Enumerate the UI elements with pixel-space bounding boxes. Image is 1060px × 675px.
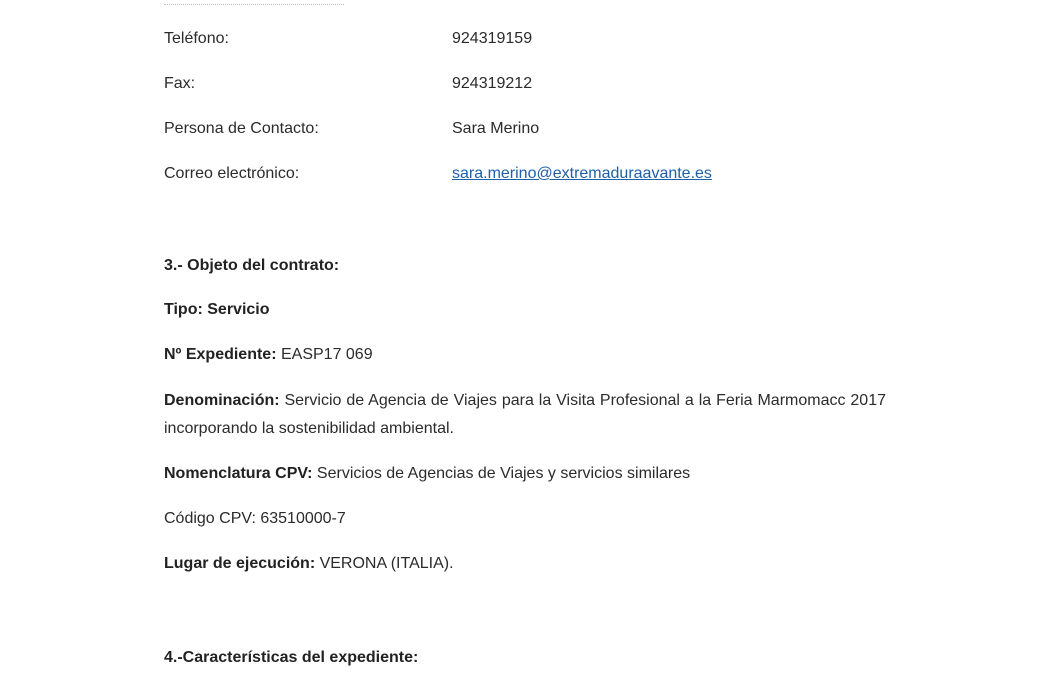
denominacion-label: Denominación: xyxy=(164,392,280,409)
nomenclatura-label: Nomenclatura CPV: xyxy=(164,465,313,482)
tipo-text: Tipo: Servicio xyxy=(164,301,270,318)
nomenclatura-line xyxy=(164,460,886,488)
cut-off-previous-line xyxy=(164,0,344,5)
expediente-line xyxy=(164,341,886,369)
persona-contacto-value: Sara Merino xyxy=(452,120,540,137)
lugar-value: VERONA (ITALIA). xyxy=(315,555,454,572)
codigo-cpv-line xyxy=(164,505,886,533)
telefono-label: Teléfono: xyxy=(164,30,229,47)
tipo-line xyxy=(164,296,886,324)
expediente-label: Nº Expediente: xyxy=(164,346,277,363)
lugar-label: Lugar de ejecución: xyxy=(164,555,316,572)
codigo-cpv-text: Código CPV: 63510000-7 xyxy=(164,510,346,527)
fax-value: 924319212 xyxy=(452,75,533,92)
lugar-line xyxy=(164,550,886,578)
correo-label: Correo electrónico: xyxy=(164,165,300,182)
fax-label: Fax: xyxy=(164,75,196,92)
expediente-value: EASP17 069 xyxy=(276,346,373,363)
persona-contacto-label: Persona de Contacto: xyxy=(164,120,319,137)
section-3-heading xyxy=(164,252,886,280)
section-4-heading xyxy=(164,644,886,672)
denominacion-value: Servicio de Agencia de Viajes para la Visita Profesional a la Feria Marmomacc 2017 incorporando la sostenibilidad ambiental. xyxy=(164,392,886,437)
nomenclatura-value: Servicios de Agencias de Viajes y servicios similares xyxy=(312,465,691,482)
section-4-heading-text: 4.-Características del expediente: xyxy=(164,649,419,666)
telefono-value: 924319159 xyxy=(452,30,533,47)
section-3-heading-text: 3.- Objeto del contrato: xyxy=(164,257,340,274)
correo-link[interactable]: sara.merino@extremaduraavante.es xyxy=(452,165,712,182)
denominacion-paragraph xyxy=(164,387,886,443)
